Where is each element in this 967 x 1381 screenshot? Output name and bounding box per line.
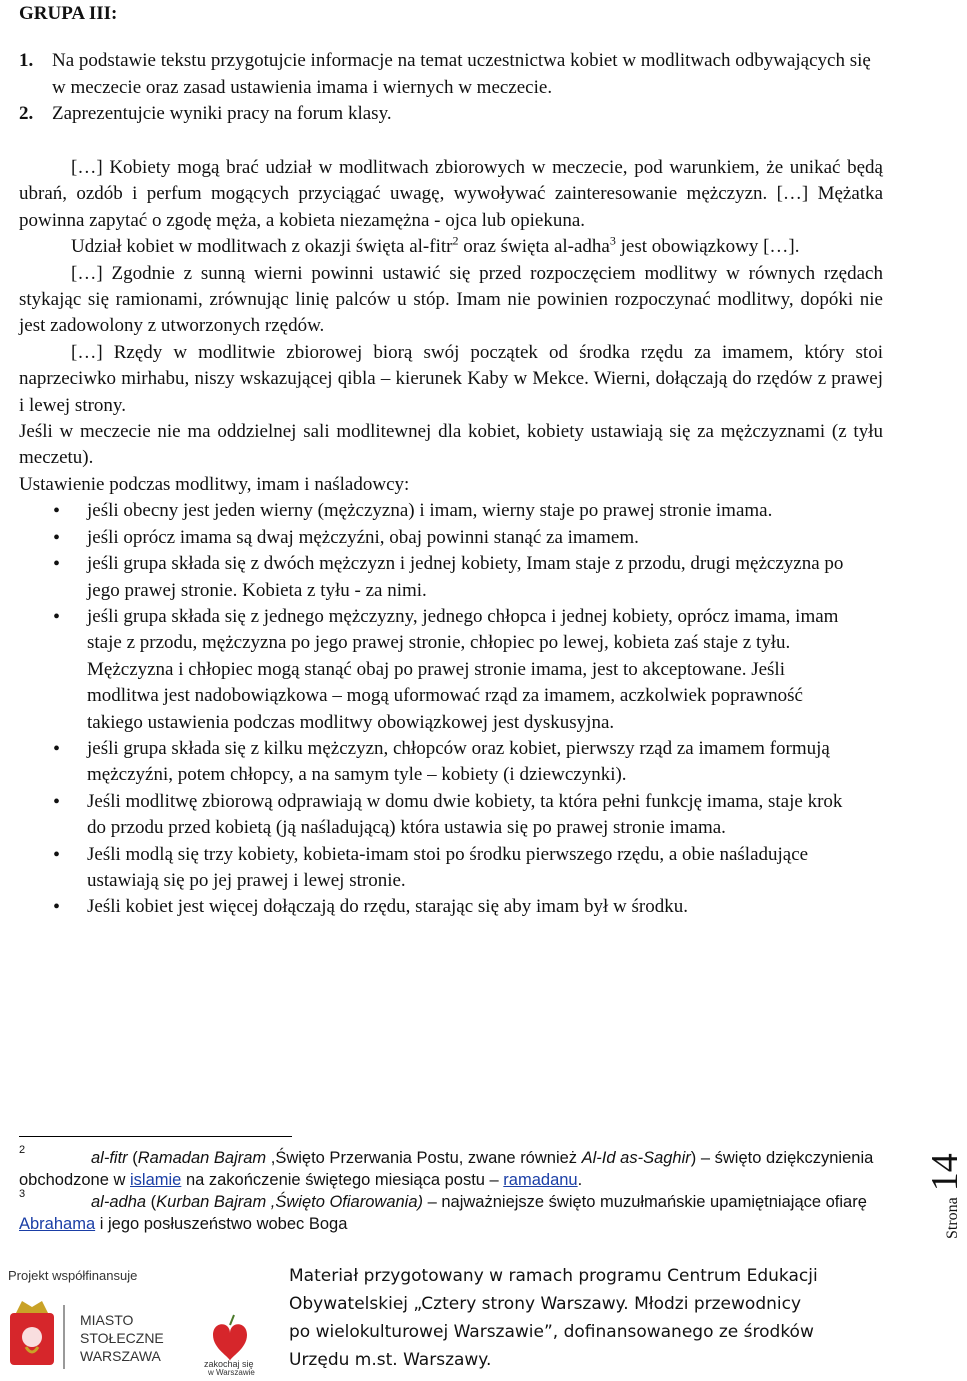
text-span: al-fitr	[91, 1149, 128, 1167]
footnote-text	[19, 1191, 879, 1235]
list-item: • jeśli grupa składa się z jednego mężczyzny, jednego chłopca i jednej kobiety, oprócz imama, imam staje z przodu, mężczyzna po jego prawej stronie, chłopiec po lewej, kobieta zaś staje z tyłu. Mężczyzna i chłopiec mogą stanąć obaj po prawej stronie imama, jest to akceptowane. Jeśli modlitwa jest nadobowiązkowa – mogą uformować rząd za imamem, aczkolwiek poprawność takiego ustawienia podczas modlitwy obowiązkowej jest dyskusyjna.	[19, 604, 847, 736]
cofinanced-label: Projekt współfinansuje	[8, 1268, 138, 1283]
footer-credits	[289, 1262, 889, 1374]
text-span: na zakończenie świętego miesiąca postu –	[181, 1171, 504, 1189]
paragraph-women-participation: […] Kobiety mogą brać udział w modlitwach zbiorowych w meczecie, pod warunkiem, że unikać będą ubrań, ozdób i perfum mogących przyciągać uwagę, wywoływać zainteresowanie mężczyzn. […] Mężatka powinna zapytać o zgodę męża, a kobieta niezamężna - ojca lub opiekuna.	[19, 157, 883, 231]
main-text	[19, 155, 883, 921]
list-item: • jeśli grupa składa się z kilku mężczyzn, chłopców oraz kobiet, pierwszy rząd za imamem formują mężczyźni, potem chłopcy, a na samym tyle – kobiety (i dziewczynki).	[19, 736, 847, 789]
footer-line: Obywatelskiej „Cztery strony Warszawy. Młodzi przewodnicy	[289, 1294, 802, 1314]
link-abraham[interactable]: Abrahama	[19, 1215, 96, 1233]
link-islam[interactable]: islamie	[130, 1171, 182, 1189]
task-item	[19, 101, 885, 128]
footer-line: Materiał przygotowany w ramach programu Centrum Edukacji	[289, 1266, 818, 1286]
task-number: 1.	[19, 50, 34, 71]
campaign-logo-line-1: zakochaj się	[204, 1359, 254, 1369]
task-number: 2.	[19, 103, 34, 124]
paragraph-rows: […] Zgodnie z sunną wierni powinni ustawić się przed rozpoczęciem modlitwy w równych rzędach stykając się ramionami, zrównując linię palców u stóp. Imam nie powinien rozpoczynać modlitwy, dopóki nie jest zadowolony z utworzonych rzędów.	[19, 262, 883, 337]
footnote-2	[19, 1144, 879, 1191]
sponsor-logos	[8, 1295, 278, 1375]
footnote-3	[19, 1188, 879, 1235]
text-span: ) – święto dziękczynienia obchodzone w	[19, 1149, 874, 1189]
text-span: (	[127, 1149, 138, 1167]
paragraph-row-origin: […] Rzędy w modlitwie zbiorowej biorą swój początek od środka rzędu za imamem, który stoi naprzeciwko mirhabu, niszy wskazującej qibla – kierunek Kaby w Mekce. Wierni, dołączają do rzędów z prawej i lewej strony.	[19, 341, 883, 416]
city-logo-line-3: WARSZAWA	[80, 1348, 161, 1364]
city-logo-line-2: STOŁECZNE	[80, 1330, 164, 1346]
positioning-list	[19, 498, 883, 921]
text-span: al-adha	[91, 1193, 147, 1211]
footnote-separator	[19, 1136, 292, 1137]
warsaw-crest-icon	[10, 1301, 54, 1365]
list-item: • Jeśli kobiet jest więcej dołączają do rzędu, starając się aby imam był w środku.	[19, 894, 847, 920]
text-span: – najważniejsze święto muzułmańskie upamiętniające ofiarę	[423, 1193, 867, 1211]
text-span: i jego posłuszeństwo wobec Boga	[95, 1215, 348, 1233]
city-logo-line-1: MIASTO	[80, 1312, 134, 1328]
list-item: • jeśli grupa składa się z dwóch mężczyzn i jednej kobiety, Imam staje z przodu, drugi mężczyzna po jego prawej stronie. Kobieta z tyłu - za nimi.	[19, 551, 847, 604]
task-text: Na podstawie tekstu przygotujcie informacje na temat uczestnictwa kobiet w modlitwach odbywających się w meczecie oraz zasad ustawienia imama i wiernych w meczecie.	[52, 50, 871, 98]
footnote-mark: 3	[19, 1188, 26, 1200]
heart-apple-icon	[213, 1315, 247, 1361]
task-text: Zaprezentujcie wyniki pracy na forum klasy.	[52, 103, 392, 124]
paragraph-no-women-hall: Jeśli w meczecie nie ma oddzielnej sali modlitewnej dla kobiet, kobiety ustawiają się za mężczyznami (z tyłu meczetu).	[19, 421, 883, 469]
task-list	[19, 48, 885, 128]
text-span: Kurban Bajram ,Święto Ofiarowania)	[156, 1193, 424, 1211]
list-item: • Jeśli modlą się trzy kobiety, kobieta-imam stoi po środku pierwszego rzędu, a obie naśladujące ustawiają się po jej prawej i lewej stronie.	[19, 842, 847, 895]
text-span: Al-Id as-Saghir	[581, 1149, 691, 1167]
footnote-ref-3: 3	[609, 233, 616, 248]
text-span: ,Święto Przerwania Postu, zwane również	[266, 1149, 582, 1167]
paragraph-holiday-obligation	[19, 234, 883, 260]
section-heading: GRUPA III:	[19, 3, 118, 24]
page-number-rotated	[923, 1119, 967, 1239]
footnote-mark: 2	[19, 1144, 26, 1156]
task-item	[19, 48, 885, 101]
text-span: (	[146, 1193, 157, 1211]
page-number: 14	[924, 1153, 966, 1192]
list-item: • Jeśli modlitwę zbiorową odprawiają w domu dwie kobiety, ta która pełni funkcję imama, staje krok do przodu przed kobietą (ją naśladującą) która ustawia się po prawej stronie imama.	[19, 789, 847, 842]
footer-line: Urzędu m.st. Warszawy.	[289, 1350, 492, 1370]
page-label: Strona	[944, 1197, 961, 1239]
text-span: Udział kobiet w modlitwach z okazji święta al-fitr	[71, 236, 453, 258]
footnote-ref-2: 2	[452, 233, 459, 248]
campaign-logo-line-2: w Warszawie	[208, 1368, 255, 1377]
list-item: • jeśli obecny jest jeden wierny (mężczyzna) i imam, wierny staje po prawej stronie imama.	[19, 498, 847, 524]
paragraph-positioning-intro: Ustawienie podczas modlitwy, imam i naśladowcy:	[19, 473, 410, 495]
footnote-text	[19, 1147, 879, 1191]
footer-line: po wielokulturowej Warszawie”, dofinansowanego ze środków	[289, 1322, 814, 1342]
text-span: oraz święta al-adha	[458, 236, 610, 258]
text-span: Ramadan Bajram	[137, 1149, 267, 1167]
text-span: jest obowiązkowy […].	[615, 236, 800, 258]
text-span: .	[577, 1171, 583, 1189]
link-ramadan[interactable]: ramadanu	[503, 1171, 578, 1189]
list-item: • jeśli oprócz imama są dwaj mężczyźni, obaj powinni stanąć za imamem.	[19, 525, 847, 551]
page-number-block	[924, 1122, 966, 1239]
